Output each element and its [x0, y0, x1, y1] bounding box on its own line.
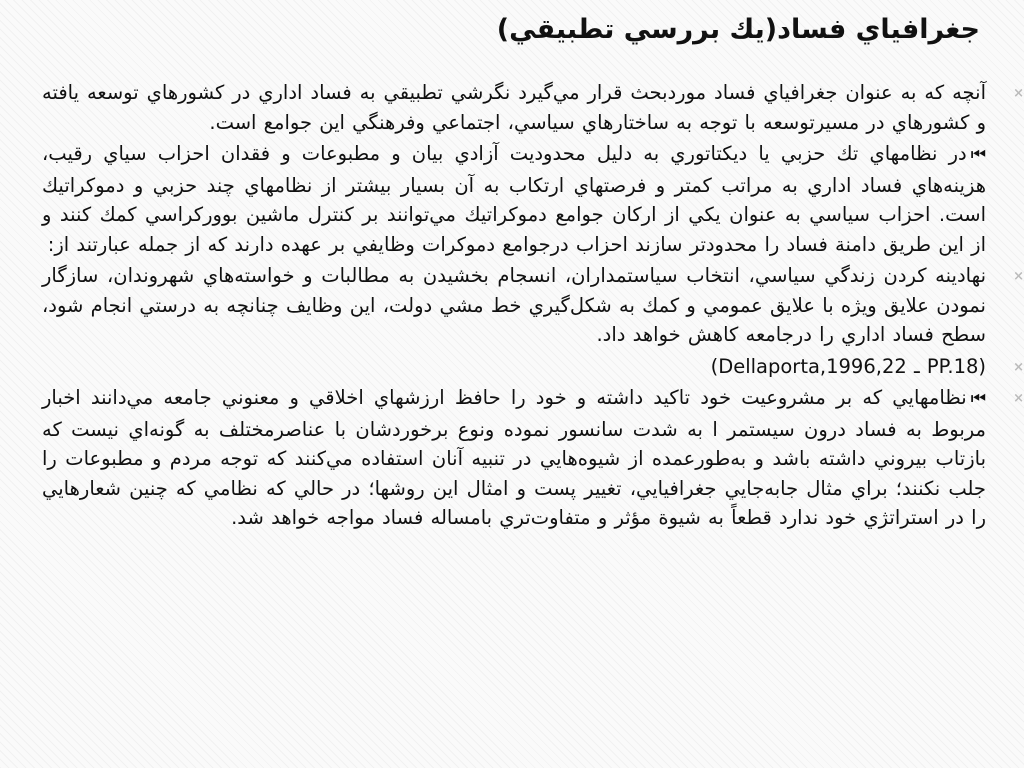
bullet-x-icon: ×	[1013, 269, 1024, 284]
slide-title: جغرافياي فساد(يك بررسي تطبيقي)	[496, 14, 980, 45]
bullet-x-icon: ×	[1013, 86, 1024, 101]
bullet-x-icon: ×	[1013, 391, 1024, 406]
slide-content	[42, 78, 1024, 535]
paragraph-reference	[42, 352, 1024, 382]
bullet-x-icon: ×	[1013, 359, 1024, 375]
skip-back-icon: ⏮	[970, 389, 986, 409]
paragraph-text: در نظامهاي تك حزبي يا ديكتاتوري به دليل محدوديت آزادي بيان و مطبوعات و فقدان احزاب سياي رقيب، هزينه‌هاي فساد اداري به مراتب كمتر و فرصتهاي ارتكاب به آن بسيار بيشتر از نظامهاي چند حزبي و دموكراتيك است. احزاب سياسي به عنوان يكي از اركان جوامع دموكراتيك مي‌توانند بر كنترل ماشين بووركراسي كمك كنند و از اين طريق دامنة فساد را محدودتر سازند احزاب درجوامع دموكرات وظايفي بر عهده دارند كه از جمله عبارتند از:	[42, 142, 986, 256]
paragraph-party-duties	[42, 261, 1024, 350]
skip-back-icon: ⏮	[970, 145, 986, 165]
paragraph-text: آنچه كه به عنوان جغرافياي فساد موردبحث قرار مي‌گيرد نگرشي تطبيقي به فساد اداري در كشورهاي توسعه يافته و كشورهاي در مسيرتوسعه با توجه به ساختارهاي سياسي، اجتماعي وفرهنگي اين جوامع است.	[42, 81, 986, 134]
paragraph-legitimacy	[42, 383, 1024, 533]
reference-text: (Dellaporta,1996,22 ـ PP.18)	[710, 354, 986, 378]
paragraph-text: نهادينه كردن زندگي سياسي، انتخاب سياستمداران، انسجام بخشيدن به مطالبات و خواسته‌هاي شهروندان، سازگار نمودن علايق ويژه با علايق عمومي و كمك به شكل‌گيري خط مشي دولت، اين وظايف چنانچه به درستي انجام شود، سطح فساد اداري را درجامعه كاهش خواهد داد.	[42, 264, 986, 346]
paragraph-text: نظامهايي كه بر مشروعيت خود تاكيد داشته و خود را حافظ ارزشهاي اخلاقي و معنوني جامعه مي‌دانند اخبار مربوط به فساد درون سيستمر ا به شدت سانسور نموده ونوع برخوردشان با عناصرمختلف به گونه‌اي نيست كه بازتاب بيروني داشته باشد و به‌طورعمده از شيوه‌هايي در تنبيه آنان استفاده مي‌كنند كه توجه مردم و مطبوعات را جلب نكنند؛ براي مثال جابه‌جايي جغرافيايي، تغيير پست و امثال اين روشها؛ در حالي كه نظامي كه چنين شعارهايي را در استراتژي خود ندارد قطعاً به شيوة مؤثر و متفاوت‌تري بامساله فساد مواجه خواهد شد.	[42, 386, 986, 529]
paragraph-single-party	[42, 139, 986, 259]
paragraph-intro	[42, 78, 1024, 137]
